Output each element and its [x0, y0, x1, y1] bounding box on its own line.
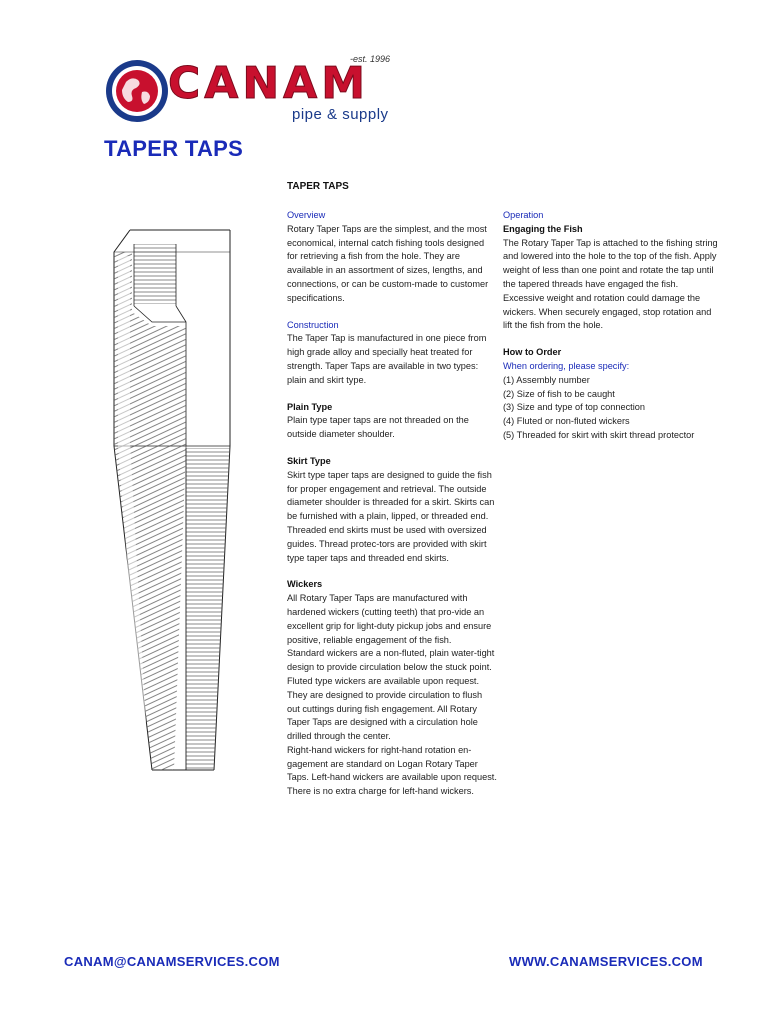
plain-type-heading: Plain Type: [287, 401, 333, 412]
footer-website[interactable]: WWW.CANAMSERVICES.COM: [509, 954, 703, 969]
wickers-heading: Wickers: [287, 579, 323, 590]
list-item: (3) Size and type of top connection: [503, 402, 645, 413]
logo-established: -est. 1996: [350, 54, 391, 64]
overview-heading: Overview: [287, 210, 326, 220]
overview-text: Rotary Taper Taps are the simplest, and the most economical, internal catch fishing tools designed for retrieving a fish from the hole. They are available in an assortment of sizes, lengths, and connections, or can be custom-made to customer specifications.: [287, 223, 489, 303]
operation-heading: Operation: [503, 210, 544, 220]
plain-type-text: Plain type taper taps are not threaded on the outside diameter shoulder.: [287, 415, 469, 440]
wickers-text-3: Right-hand wickers for right-hand rotation en-gagement are standard on Logan Rotary Taper Taps. Left-hand wickers are available upon request. There is no extra charge for left-hand wickers.: [287, 744, 497, 797]
construction-text: The Taper Tap is manufactured in one piece from high grade alloy and specially heat treated for strength. Taper Taps are available in two types: plain and skirt type.: [287, 333, 487, 385]
how-to-order-section: [503, 346, 718, 443]
wickers-text-1: All Rotary Taper Taps are manufactured with hardened wickers (cutting teeth) that pro-vide an excellent grip for light-duty pickup jobs and ensure positive, reliable engagement of the fish.: [287, 593, 492, 645]
wickers-section: [287, 578, 497, 799]
company-logo: [104, 56, 414, 128]
construction-section: [287, 319, 497, 388]
footer-email[interactable]: CANAM@CANAMSERVICES.COM: [64, 954, 280, 969]
skirt-type-section: [287, 455, 497, 565]
skirt-type-text: Skirt type taper taps are designed to guide the fish for proper engagement and retrieval. The outside diameter shoulder is threaded for a skirt. Skirts can be furnished with a plain, lipped, or threaded end. Threaded end skirts must be used with oversized guides. Thread protec-tors are provided with skirt type taper taps and threaded end skirts.: [287, 469, 495, 563]
list-item: (1) Assembly number: [503, 374, 590, 385]
skirt-type-heading: Skirt Type: [287, 455, 331, 466]
list-item: (2) Size of fish to be caught: [503, 388, 615, 399]
taper-tap-drawing: [112, 222, 242, 782]
construction-heading: Construction: [287, 319, 339, 330]
list-item: (5) Threaded for skirt with skirt thread protector: [503, 429, 695, 440]
list-item: (4) Fluted or non-fluted wickers: [503, 416, 630, 427]
left-column: [287, 209, 497, 812]
operation-section: [503, 209, 718, 333]
engaging-fish-heading: Engaging the Fish: [503, 223, 583, 234]
page-title: TAPER TAPS: [104, 136, 244, 161]
overview-section: [287, 209, 497, 306]
order-list: [503, 374, 718, 443]
order-specify-heading: When ordering, please specify:: [503, 360, 630, 371]
wickers-text-2: Standard wickers are a non-fluted, plain water-tight design to provide circulation below the stuck point. Fluted type wickers are available upon request. They are designed to provide circulation to flush out cuttings during fish engagement. All Rotary Taper Taps are designed with a circulation hole drilled through the center.: [287, 648, 495, 742]
operation-text: The Rotary Taper Tap is attached to the fishing string and lowered into the hole to the top of the fish. Apply weight of less than one point and rotate the tap until the tapered threads have engaged the fish. Excessive weight and rotation could damage the wickers. When securely engaged, stop rotation and lift the fish from the hole.: [503, 237, 718, 331]
section-subtitle: TAPER TAPS: [287, 181, 349, 192]
how-to-order-heading: How to Order: [503, 347, 562, 358]
globe-icon: [104, 58, 170, 124]
logo-tagline: pipe & supply: [292, 106, 389, 123]
logo-wordmark: CANAM: [168, 58, 370, 109]
right-column: [503, 209, 718, 456]
plain-type-section: [287, 401, 497, 442]
